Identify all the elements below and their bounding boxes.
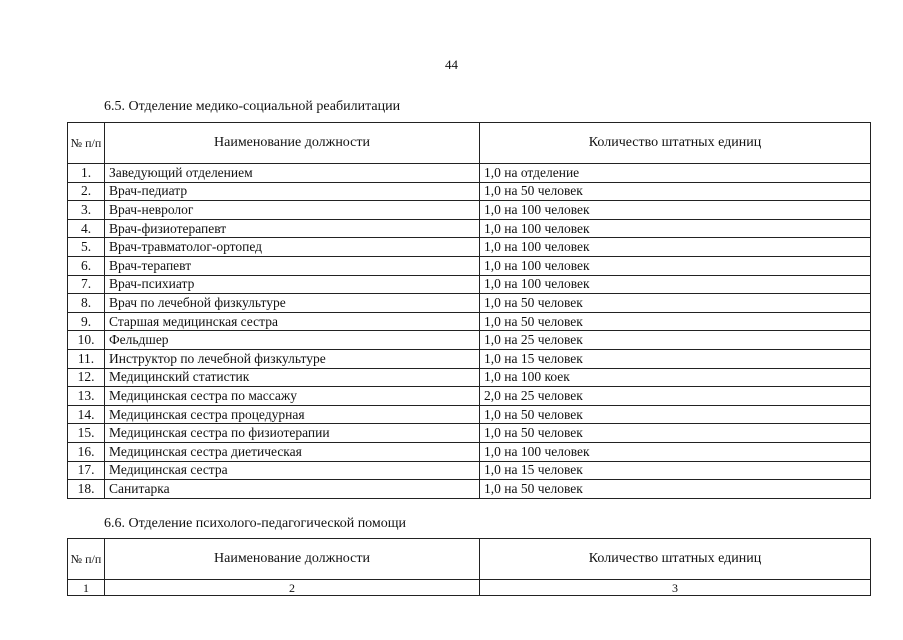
header-staff-count: Количество штатных единиц [480, 123, 871, 164]
position-name: Заведующий отделением [105, 164, 480, 183]
staff-count: 1,0 на 50 человек [480, 182, 871, 201]
position-name: Врач-физиотерапевт [105, 219, 480, 238]
table-row [68, 275, 871, 294]
staff-count: 1,0 на 50 человек [480, 405, 871, 424]
position-name: Врач-терапевт [105, 256, 480, 275]
row-number: 4. [68, 219, 105, 238]
position-name: Санитарка [105, 480, 480, 499]
row-number: 12. [68, 368, 105, 387]
row-number: 6. [68, 256, 105, 275]
table-header-row [68, 123, 871, 164]
position-name: Врач-психиатр [105, 275, 480, 294]
header-staff-count: Количество штатных единиц [480, 539, 871, 580]
position-name: Врач-травматолог-ортопед [105, 238, 480, 257]
row-number: 11. [68, 349, 105, 368]
staff-count: 2,0 на 25 человек [480, 387, 871, 406]
table-row [68, 312, 871, 331]
row-number: 15. [68, 424, 105, 443]
row-number: 8. [68, 294, 105, 313]
staff-count: 1,0 на 50 человек [480, 294, 871, 313]
position-name: Медицинская сестра [105, 461, 480, 480]
table-header-row [68, 539, 871, 580]
staff-count: 1,0 на 100 человек [480, 442, 871, 461]
row-number: 5. [68, 238, 105, 257]
column-index-cell: 2 [105, 580, 480, 596]
row-number: 10. [68, 331, 105, 350]
table-row [68, 480, 871, 499]
row-number: 3. [68, 201, 105, 220]
position-name: Медицинская сестра по массажу [105, 387, 480, 406]
row-number: 7. [68, 275, 105, 294]
staff-count: 1,0 на 100 человек [480, 256, 871, 275]
table-row [68, 164, 871, 183]
section-title-6-6: 6.6. Отделение психолого-педагогической помощи [104, 516, 407, 531]
column-index-cell: 3 [480, 580, 871, 596]
row-number: 1. [68, 164, 105, 183]
header-num: № п/п [68, 539, 105, 580]
table-row [68, 424, 871, 443]
staff-count: 1,0 на 15 человек [480, 461, 871, 480]
table-row [68, 368, 871, 387]
position-name: Старшая медицинская сестра [105, 312, 480, 331]
position-name: Медицинская сестра по физиотерапии [105, 424, 480, 443]
table-row [68, 201, 871, 220]
row-number: 13. [68, 387, 105, 406]
row-number: 18. [68, 480, 105, 499]
page-number: 44 [445, 57, 458, 72]
position-name: Инструктор по лечебной физкультуре [105, 349, 480, 368]
staff-table-psychological-pedagogical-help [67, 538, 871, 596]
header-position-name: Наименование должности [105, 539, 480, 580]
staff-count: 1,0 на 25 человек [480, 331, 871, 350]
position-name: Медицинская сестра диетическая [105, 442, 480, 461]
table-row [68, 349, 871, 368]
table-row [68, 182, 871, 201]
table-row [68, 387, 871, 406]
header-num: № п/п [68, 123, 105, 164]
row-number: 9. [68, 312, 105, 331]
table-row [68, 331, 871, 350]
position-name: Медицинский статистик [105, 368, 480, 387]
position-name: Врач-педиатр [105, 182, 480, 201]
staff-count: 1,0 на 15 человек [480, 349, 871, 368]
row-number: 16. [68, 442, 105, 461]
staff-count: 1,0 на 100 человек [480, 275, 871, 294]
staff-count: 1,0 на 100 человек [480, 201, 871, 220]
staff-count: 1,0 на 50 человек [480, 480, 871, 499]
table-row [68, 405, 871, 424]
table-row [68, 256, 871, 275]
table-row [68, 294, 871, 313]
staff-table-medical-social-rehabilitation [67, 122, 871, 499]
position-name: Фельдшер [105, 331, 480, 350]
row-number: 2. [68, 182, 105, 201]
column-index-row [68, 580, 871, 596]
row-number: 17. [68, 461, 105, 480]
table-row [68, 442, 871, 461]
column-index-cell: 1 [68, 580, 105, 596]
row-number: 14. [68, 405, 105, 424]
table-row [68, 219, 871, 238]
staff-count: 1,0 на 100 человек [480, 219, 871, 238]
staff-count: 1,0 на 50 человек [480, 312, 871, 331]
position-name: Врач по лечебной физкультуре [105, 294, 480, 313]
staff-count: 1,0 на отделение [480, 164, 871, 183]
staff-count: 1,0 на 100 человек [480, 238, 871, 257]
section-title-6-5: 6.5. Отделение медико-социальной реабилитации [104, 99, 401, 114]
table-body [68, 164, 871, 499]
position-name: Медицинская сестра процедурная [105, 405, 480, 424]
position-name: Врач-невролог [105, 201, 480, 220]
table-row [68, 238, 871, 257]
staff-count: 1,0 на 100 коек [480, 368, 871, 387]
table-row [68, 461, 871, 480]
staff-count: 1,0 на 50 человек [480, 424, 871, 443]
header-position-name: Наименование должности [105, 123, 480, 164]
